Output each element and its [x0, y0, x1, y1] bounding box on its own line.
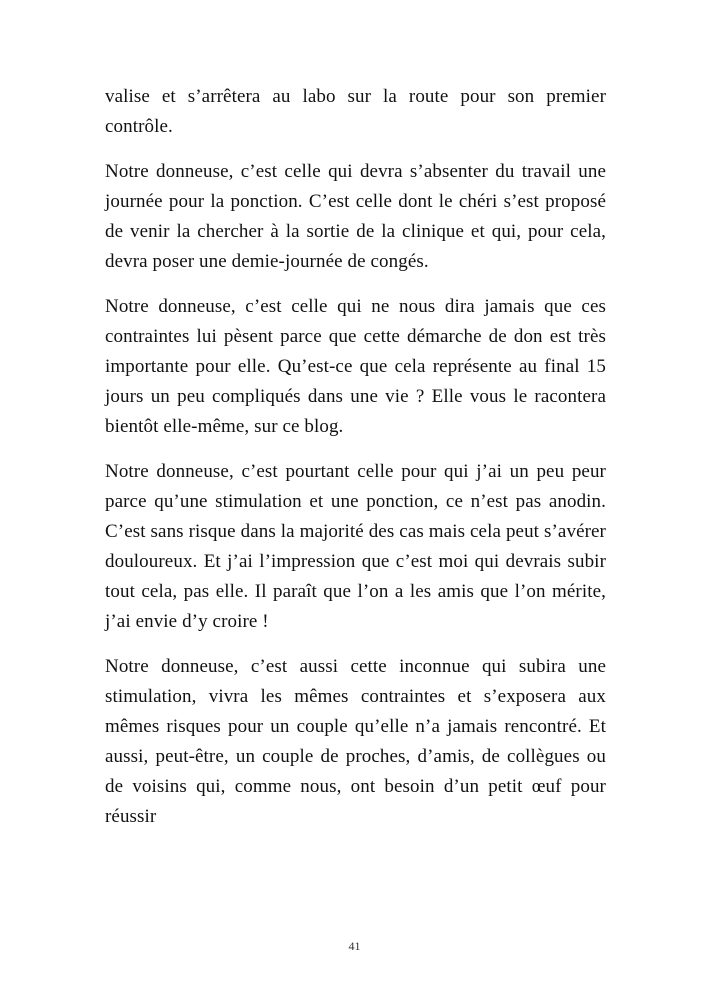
paragraph: Notre donneuse, c’est aussi cette inconnue qui subira une stimulation, vivra les mêmes contraintes et s’exposera aux mêmes risques pour un couple qu’elle n’a jamais rencontré. Et aussi, peut-être, un couple de proches, d’amis, de collègues ou de voisins qui, comme nous, ont besoin d’un petit œuf pour réussir — [105, 656, 606, 827]
paragraph: valise et s’arrêtera au labo sur la route pour son premier contrôle. — [105, 86, 606, 137]
page-number: 41 — [348, 939, 361, 953]
paragraph: Notre donneuse, c’est celle qui ne nous dira jamais que ces contraintes lui pèsent parce que cette démarche de don est très importante pour elle. Qu’est-ce que cela représente au final 15 jours un peu compliqués dans une vie ? Elle vous le racontera bientôt elle-même, sur ce blog. — [105, 296, 606, 437]
paragraph: Notre donneuse, c’est pourtant celle pour qui j’ai un peu peur parce qu’une stimulation et une ponction, ce n’est pas anodin. C’est sans risque dans la majorité des cas mais cela peut s’avérer douloureux. Et j’ai l’impression que c’est moi qui devrais subir tout cela, pas elle. Il paraît que l’on a les amis que l’on mérite, j’ai envie d’y croire ! — [105, 461, 606, 632]
paragraph: Notre donneuse, c’est celle qui devra s’absenter du travail une journée pour la ponction. C’est celle dont le chéri s’est proposé de venir la chercher à la sortie de la clinique et qui, pour cela, devra poser une demie-journée de congés. — [105, 161, 606, 272]
text-block — [105, 82, 606, 847]
